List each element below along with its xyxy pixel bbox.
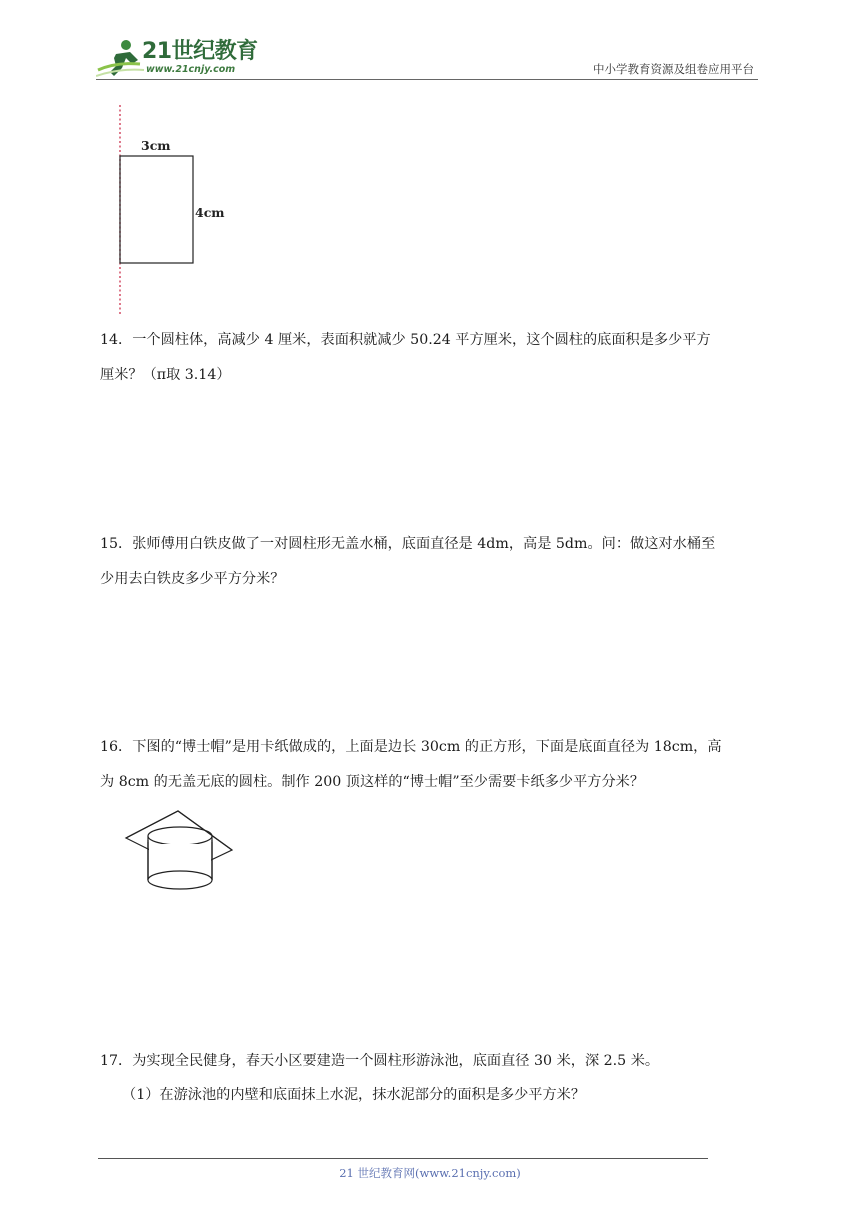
height-label: 4cm (195, 205, 225, 220)
logo-title: 21世纪教育 (142, 39, 258, 64)
logo-url: www.21cnjy.com (146, 64, 236, 75)
doctoral-hat-figure (120, 806, 238, 898)
question-17-sub-1: （1）在游泳池的内壁和底面抹上水泥，抹水泥部分的面积是多少平方米？ (122, 1087, 586, 1103)
header-divider (96, 79, 758, 80)
width-label: 3cm (141, 138, 171, 153)
header-platform-text: 中小学教育资源及组卷应用平台 (593, 62, 754, 76)
question-14-line-2: 厘米？（π取 3.14） (100, 367, 231, 383)
question-16-line-1: 16．下图的“博士帽”是用卡纸做成的，上面是边长 30cm 的正方形，下面是底面直径为 18cm，高 (100, 739, 722, 755)
question-15-line-1: 15．张师傅用白铁皮做了一对圆柱形无盖水桶，底面直径是 4dm，高是 5dm。问：做这对水桶至 (100, 536, 716, 552)
rectangle-shape (120, 156, 193, 263)
footer-divider (98, 1158, 708, 1159)
question-14-line-1: 14．一个圆柱体，高减少 4 厘米，表面积就减少 50.24 平方厘米，这个圆柱的底面积是多少平方 (100, 332, 711, 348)
footer-link[interactable]: 21 世纪教育网(www.21cnjy.com) (339, 1166, 521, 1180)
question-17-line-1: 17．为实现全民健身，春天小区要建造一个圆柱形游泳池，底面直径 30 米，深 2.5 米。 (100, 1053, 660, 1069)
question-16-line-2: 为 8cm 的无盖无底的圆柱。制作 200 顶这样的“博士帽”至少需要卡纸多少平方分米？ (100, 774, 645, 790)
question-15-line-2: 少用去白铁皮多少平方分米？ (100, 571, 285, 587)
